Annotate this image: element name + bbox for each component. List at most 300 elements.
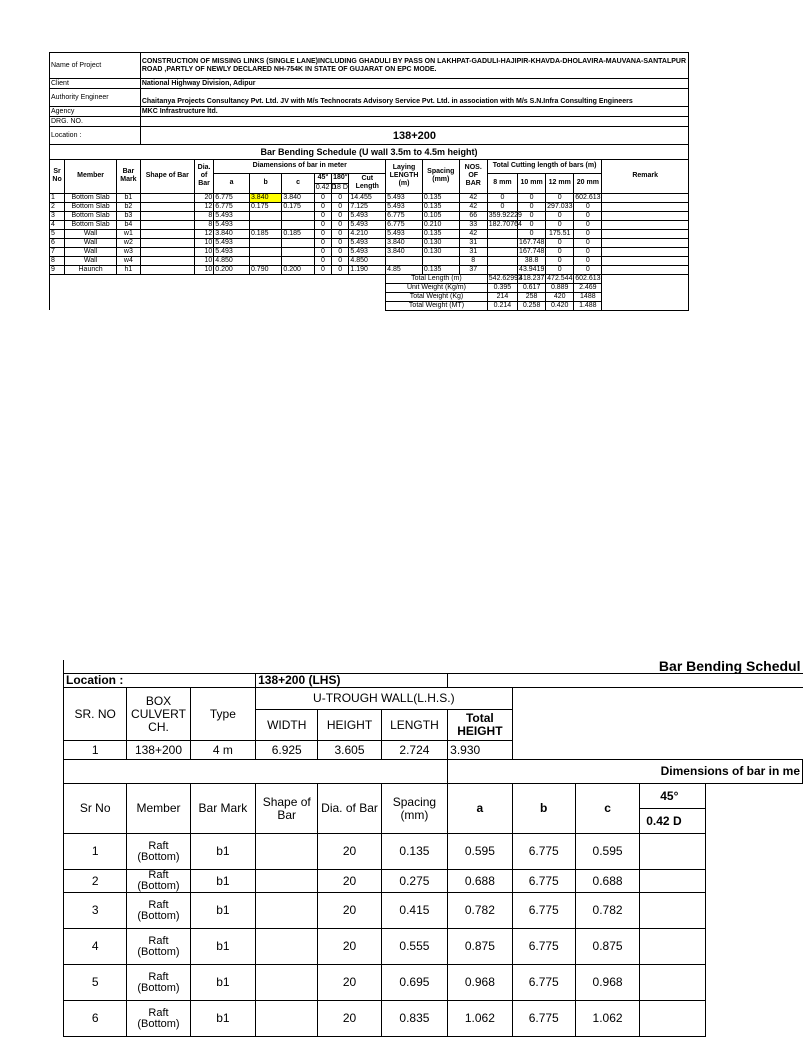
cell-spacing: 0.135 (381, 834, 447, 870)
location-value-2: 138+200 (LHS) (256, 674, 448, 688)
cell-laying: 3.840 (386, 247, 423, 256)
cell-20mm: 0 (574, 229, 602, 238)
cell-nos: 31 (459, 238, 487, 247)
cell-cut: 7.125 (349, 202, 386, 211)
cell-dia: 10 (194, 265, 213, 274)
cell-20mm: 0 (574, 238, 602, 247)
cell-cut: 5.493 (349, 238, 386, 247)
hdr2-member: Member (127, 784, 190, 834)
client-label: Client (50, 79, 141, 89)
cell-dia: 20 (194, 193, 213, 202)
project-label: Name of Project (50, 53, 141, 79)
raft-row (64, 834, 803, 870)
cell-8mm (487, 265, 517, 274)
cell-nos: 31 (459, 247, 487, 256)
cell-b: 6.775 (512, 1001, 575, 1037)
bar-row (50, 211, 689, 220)
cell-b: 0.790 (249, 265, 281, 274)
blank-cell (512, 688, 802, 710)
authority-label: Authority Engineer (50, 89, 141, 107)
cell-shape (256, 870, 318, 893)
cell-sr: 7 (50, 247, 65, 256)
cell-remark (602, 247, 689, 256)
cell-spacing: 0.135 (422, 229, 459, 238)
hdr-sr: Sr No (50, 159, 65, 193)
cell-bar-mark: b1 (190, 870, 255, 893)
cell-member: Raft (Bottom) (127, 834, 190, 870)
cell-20mm: 0 (574, 202, 602, 211)
cell-dia: 10 (194, 256, 213, 265)
cell-shape (140, 229, 194, 238)
cell-member: Bottom Slab (65, 193, 117, 202)
cell-member: Bottom Slab (65, 220, 117, 229)
bar-bending-table (49, 159, 689, 311)
cell-extra (705, 965, 802, 1001)
cell-bar-mark: b1 (190, 965, 255, 1001)
cell-180: 0 (332, 256, 349, 265)
cell-remark (602, 256, 689, 265)
hdr2-total-height: Total HEIGHT (448, 710, 512, 741)
total-8mm: 214 (487, 292, 517, 301)
cell-a: 0.875 (448, 929, 512, 965)
remark-blank (602, 274, 689, 310)
cell-nos: 42 (459, 193, 487, 202)
cell-shape (140, 211, 194, 220)
hdr2-shape: Shape of Bar (256, 784, 318, 834)
hdr-nos: NOS. OF BAR (459, 159, 487, 193)
hdr-spacing: Spacing (mm) (422, 159, 459, 193)
cell-dia: 20 (318, 1001, 381, 1037)
cell-nos: 8 (459, 256, 487, 265)
cell-shape (140, 220, 194, 229)
cell-bar-mark: b4 (117, 220, 141, 229)
bar-row (50, 202, 689, 211)
cell-sr: 3 (50, 211, 65, 220)
cell-sr: 9 (50, 265, 65, 274)
hdr2-width: WIDTH (256, 710, 318, 741)
blank-cell (705, 784, 802, 809)
cell-remark (602, 193, 689, 202)
cell-laying: 6.775 (386, 220, 423, 229)
cell-45: 0 (314, 229, 331, 238)
cell-laying: 5.493 (386, 193, 423, 202)
cell-a: 6.775 (214, 202, 250, 211)
info-height: 3.605 (318, 741, 381, 760)
cell-20mm: 0 (574, 256, 602, 265)
client-value: National Highway Division, Adipur (140, 79, 688, 89)
raft-row (64, 929, 803, 965)
bar-row (50, 238, 689, 247)
cell-remark (602, 211, 689, 220)
cell-spacing: 0.130 (422, 238, 459, 247)
hdr2-c: c (575, 784, 639, 834)
cell-shape (140, 265, 194, 274)
cell-bar-mark: w3 (117, 247, 141, 256)
hdr2-spacing: Spacing (mm) (381, 784, 447, 834)
cell-45 (640, 893, 705, 929)
cell-45 (640, 929, 705, 965)
bar-row (50, 256, 689, 265)
hdr-cut: Cut Length (349, 173, 386, 193)
cell-shape (140, 238, 194, 247)
cell-c: 0.782 (575, 893, 639, 929)
hdr-dia: Dia. of Bar (194, 159, 213, 193)
cell-nos: 42 (459, 229, 487, 238)
cell-12mm: 0 (546, 256, 574, 265)
totals-blank (50, 274, 386, 310)
cell-nos: 42 (459, 202, 487, 211)
cell-a: 0.688 (448, 870, 512, 893)
cell-a: 0.968 (448, 965, 512, 1001)
cell-a: 5.493 (214, 247, 250, 256)
cell-extra (705, 929, 802, 965)
cell-sr: 6 (50, 238, 65, 247)
cell-b: 6.775 (512, 834, 575, 870)
cell-12mm: 297.033 (547, 202, 573, 210)
cell-cut: 5.493 (349, 247, 386, 256)
cell-bar-mark: b1 (190, 929, 255, 965)
cell-10mm: 167.748 (519, 247, 545, 255)
authority-value: Chaitanya Projects Consultancy Pvt. Ltd. JV with M/s Technocrats Advisory Service Pvt. Ltd. in association with M/s S.N.Infra Consulting Engineers (140, 89, 688, 107)
cell-bar-mark: b1 (117, 193, 141, 202)
cell-45: 0 (314, 202, 331, 211)
cell-45 (640, 834, 705, 870)
cell-8mm (487, 256, 517, 265)
info-sr: 1 (64, 741, 127, 760)
cell-c (282, 238, 314, 247)
cell-c: 3.840 (282, 193, 314, 202)
cell-b: 3.840 (249, 193, 281, 202)
project-value: CONSTRUCTION OF MISSING LINKS (SINGLE LANE)INCLUDING GHADULI BY PASS ON LAKHPAT-GADULI-HAJIPIR-KHAVDA-DHOLAVIRA-MAUVANA-SANTALPUR ROAD ,PARTLY OF NEWLY DECLARED NH-754K IN STATE OF GUJARAT ON EPC MODE. (140, 53, 688, 79)
cell-b: 6.775 (512, 870, 575, 893)
cell-45 (640, 1001, 705, 1037)
cell-bar-mark: b2 (117, 202, 141, 211)
cell-a: 0.595 (448, 834, 512, 870)
cell-10mm: 167.748 (519, 238, 545, 246)
cell-remark (602, 202, 689, 211)
info-ch: 138+200 (127, 741, 190, 760)
blank-cell (512, 710, 802, 741)
cell-a: 4.850 (214, 256, 250, 265)
cell-bar-mark: w1 (117, 229, 141, 238)
cell-c: 0.968 (575, 965, 639, 1001)
bar-row (50, 229, 689, 238)
cell-cut: 14.455 (349, 193, 386, 202)
total-rows (50, 274, 689, 310)
cell-c: 0.595 (575, 834, 639, 870)
drg-value (140, 117, 688, 127)
cell-laying: 5.493 (386, 202, 423, 211)
cell-cut: 5.493 (349, 220, 386, 229)
hdr2-45-sub: 0.42 D (640, 809, 705, 834)
cell-c: 0.688 (575, 870, 639, 893)
raft-row (64, 1001, 803, 1037)
cell-spacing: 0.135 (422, 265, 459, 274)
cell-laying: 3.840 (386, 238, 423, 247)
cell-bar-mark: w4 (117, 256, 141, 265)
cell-45: 0 (314, 265, 331, 274)
hdr-180: 180° (333, 174, 348, 181)
utrough-table (63, 660, 803, 1037)
cell-180: 0 (332, 193, 349, 202)
cell-shape (140, 193, 194, 202)
total-label: Total Weight (MT) (386, 301, 488, 310)
cell-shape (256, 893, 318, 929)
cell-45: 0 (314, 256, 331, 265)
cell-dia: 10 (194, 238, 213, 247)
cell-sr: 1 (50, 193, 65, 202)
cell-sr: 1 (64, 834, 127, 870)
cell-b: 0.175 (249, 202, 281, 211)
cell-c (282, 256, 314, 265)
schedule-title: Bar Bending Schedule (U wall 3.5m to 4.5m height) (50, 145, 689, 159)
info-width: 6.925 (256, 741, 318, 760)
cell-bar-mark: b1 (190, 834, 255, 870)
cell-cut: 5.493 (349, 211, 386, 220)
cell-sr: 4 (64, 929, 127, 965)
cell-180: 0 (332, 238, 349, 247)
hdr2-dia: Dia. of Bar (318, 784, 381, 834)
location-value: 138+200 (140, 127, 688, 145)
cell-a: 5.493 (214, 220, 250, 229)
cell-12mm: 0 (546, 238, 574, 247)
total-10mm: 418.237 (519, 274, 545, 282)
cell-180: 0 (332, 220, 349, 229)
cell-b (249, 211, 281, 220)
cell-180: 0 (332, 202, 349, 211)
cell-laying: 4.85 (386, 265, 423, 274)
cell-a: 1.062 (448, 1001, 512, 1037)
cell-b (249, 247, 281, 256)
cell-sr: 4 (50, 220, 65, 229)
blank-cell (705, 809, 802, 834)
total-20mm: 2.469 (574, 283, 602, 292)
cell-45: 0 (314, 238, 331, 247)
cell-12mm: 0 (546, 247, 574, 256)
blank-cell (448, 674, 803, 688)
cell-8mm: 0 (487, 193, 517, 202)
cell-20mm: 602.613 (575, 193, 601, 201)
cell-spacing: 0.105 (422, 211, 459, 220)
cell-remark (602, 238, 689, 247)
cell-spacing: 0.275 (381, 870, 447, 893)
hdr-remark: Remark (602, 159, 689, 193)
dims-title: Dimensions of bar in me (448, 760, 803, 784)
total-row (50, 274, 689, 283)
cell-180: 0 (332, 265, 349, 274)
cell-45 (640, 965, 705, 1001)
cell-10mm: 0 (518, 220, 546, 229)
cell-20mm: 0 (574, 220, 602, 229)
cell-member: Wall (65, 256, 117, 265)
cell-20mm: 0 (574, 265, 602, 274)
hdr2-length: LENGTH (381, 710, 447, 741)
hdr2-height: HEIGHT (318, 710, 381, 741)
cell-8mm: 182.70764 (488, 220, 522, 228)
cell-8mm (487, 247, 517, 256)
cell-spacing: 0.835 (381, 1001, 447, 1037)
cell-shape (140, 202, 194, 211)
cell-cut: 1.190 (349, 265, 386, 274)
cell-dia: 20 (318, 834, 381, 870)
cell-bar-mark: b1 (190, 1001, 255, 1037)
cell-45: 0 (314, 193, 331, 202)
cell-sr: 5 (50, 229, 65, 238)
cell-10mm: 43.9419 (519, 265, 545, 273)
cell-12mm: 0 (546, 211, 574, 220)
info-length: 2.724 (381, 741, 447, 760)
total-8mm: 0.214 (487, 301, 517, 310)
blank-cell (64, 760, 448, 784)
cell-shape (256, 965, 318, 1001)
cell-180: 0 (332, 211, 349, 220)
cell-8mm (487, 229, 517, 238)
cell-nos: 33 (459, 220, 487, 229)
cell-spacing: 0.135 (422, 202, 459, 211)
cell-c: 0.175 (282, 202, 314, 211)
raft-row (64, 870, 803, 893)
cell-laying (386, 256, 423, 265)
cell-spacing: 0.695 (381, 965, 447, 1001)
cell-20mm: 0 (574, 247, 602, 256)
raft-row (64, 965, 803, 1001)
cell-shape (140, 247, 194, 256)
cell-member: Bottom Slab (65, 202, 117, 211)
cell-b: 6.775 (512, 893, 575, 929)
cell-10mm: 38.8 (518, 256, 546, 265)
cell-b (249, 238, 281, 247)
cell-member: Wall (65, 238, 117, 247)
cell-cut: 4.210 (349, 229, 386, 238)
cell-b: 0.185 (249, 229, 281, 238)
cell-nos: 37 (459, 265, 487, 274)
total-label: Total Weight (Kg) (386, 292, 488, 301)
cell-45: 0 (314, 211, 331, 220)
cell-45: 0 (314, 220, 331, 229)
cell-a: 0.200 (214, 265, 250, 274)
cell-sr: 6 (64, 1001, 127, 1037)
bbs-sheet-bottom (63, 658, 801, 1030)
total-10mm: 0.617 (518, 283, 546, 292)
cell-spacing: 0.555 (381, 929, 447, 965)
total-label: Unit Weight (Kg/m) (386, 283, 488, 292)
cell-bar-mark: h1 (117, 265, 141, 274)
cell-member: Raft (Bottom) (127, 929, 190, 965)
cell-dia: 20 (318, 870, 381, 893)
hdr-b: b (249, 173, 281, 193)
cell-sr: 2 (64, 870, 127, 893)
cell-shape (256, 834, 318, 870)
cell-c: 0.875 (575, 929, 639, 965)
total-label: Total Length (m) (386, 274, 488, 283)
hdr-a: a (214, 173, 250, 193)
cell-180: 0 (332, 229, 349, 238)
cell-c (282, 211, 314, 220)
cell-spacing: 0.210 (422, 220, 459, 229)
total-10mm: 0.258 (518, 301, 546, 310)
cell-remark (602, 265, 689, 274)
cell-nos: 66 (459, 211, 487, 220)
total-20mm: 602.613 (575, 274, 601, 282)
cell-shape (256, 929, 318, 965)
info-type: 4 m (190, 741, 255, 760)
hdr2-mark: Bar Mark (190, 784, 255, 834)
cell-sr: 2 (50, 202, 65, 211)
total-10mm: 258 (518, 292, 546, 301)
cell-b (249, 220, 281, 229)
cell-bar-mark: w2 (117, 238, 141, 247)
hdr-c: c (282, 173, 314, 193)
cell-sr: 8 (50, 256, 65, 265)
cell-8mm (487, 238, 517, 247)
bar-row (50, 265, 689, 274)
cell-member: Raft (Bottom) (127, 1001, 190, 1037)
cell-a: 5.493 (214, 211, 250, 220)
hdr-total-cutting: Total Cutting length of bars (m) (487, 159, 602, 173)
cell-extra (705, 893, 802, 929)
cell-a: 3.840 (214, 229, 250, 238)
cell-c: 1.062 (575, 1001, 639, 1037)
cell-extra (705, 834, 802, 870)
bar-row (50, 193, 689, 202)
cell-extra (705, 1001, 802, 1037)
cell-extra (705, 870, 802, 893)
cell-10mm: 0 (518, 211, 546, 220)
hdr-laying: Laying LENGTH (m) (386, 159, 423, 193)
cell-shape (140, 256, 194, 265)
cell-dia: 20 (318, 965, 381, 1001)
cell-12mm: 0 (546, 265, 574, 274)
cell-dia: 20 (318, 893, 381, 929)
hdr2-srno: Sr No (64, 784, 127, 834)
total-20mm: 1488 (574, 292, 602, 301)
cell-laying: 5.493 (386, 229, 423, 238)
raft-row (64, 893, 803, 929)
cell-spacing: 0.415 (381, 893, 447, 929)
hdr-180-sub: 18 D (333, 184, 348, 191)
cell-spacing: 0.130 (422, 247, 459, 256)
cell-member: Bottom Slab (65, 211, 117, 220)
section-title: U-TROUGH WALL(L.H.S.) (256, 688, 512, 710)
cell-b: 6.775 (512, 929, 575, 965)
location-label: Location : (50, 127, 141, 145)
hdr2-45: 45° (640, 784, 705, 809)
total-8mm: 0.395 (487, 283, 517, 292)
cell-a: 6.775 (214, 193, 250, 202)
drg-label: DRG. NO. (50, 117, 141, 127)
hdr-20mm: 20 mm (574, 173, 602, 193)
hdr2-box: BOX CULVERT CH. (127, 688, 190, 741)
cell-bar-mark: b1 (190, 893, 255, 929)
cell-a: 5.493 (214, 238, 250, 247)
cell-member: Raft (Bottom) (127, 870, 190, 893)
hdr-bar-mark: Bar Mark (117, 159, 141, 193)
total-12mm: 0.420 (546, 301, 574, 310)
hdr2-type: Type (190, 688, 255, 741)
cell-b: 6.775 (512, 965, 575, 1001)
cell-laying: 6.775 (386, 211, 423, 220)
cell-c: 0.185 (282, 229, 314, 238)
hdr-45-sub: 0.42 D (315, 184, 337, 191)
hdr2-b: b (512, 784, 575, 834)
raft-rows (64, 834, 803, 1037)
bbs-sheet-top (49, 52, 689, 311)
cell-member: Wall (65, 229, 117, 238)
cell-dia: 8 (194, 220, 213, 229)
cell-spacing (422, 256, 459, 265)
cell-12mm: 0 (546, 193, 574, 202)
cell-12mm: 175.51 (546, 229, 574, 238)
